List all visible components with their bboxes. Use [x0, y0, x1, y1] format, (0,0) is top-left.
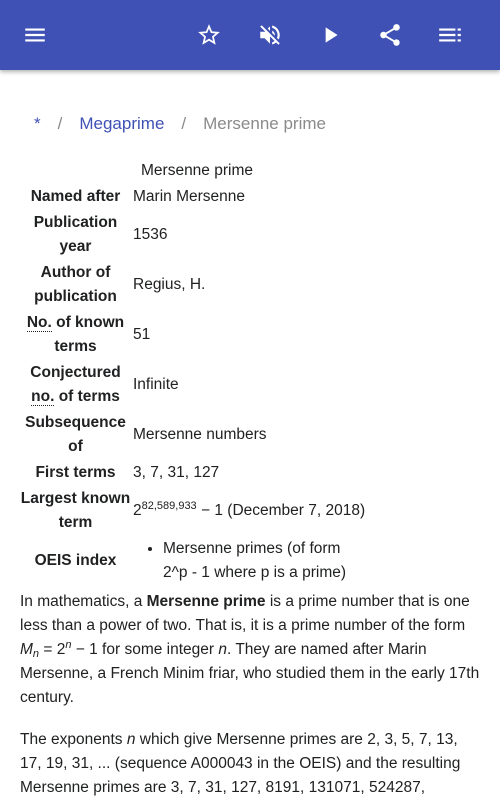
label-text: Subsequence	[25, 414, 126, 431]
abbreviation: No.	[26, 314, 52, 331]
label-text: Named after	[30, 188, 121, 205]
infobox-label	[18, 210, 133, 260]
breadcrumb-root-link[interactable]: *	[34, 114, 41, 133]
infobox-table	[18, 184, 365, 586]
infobox-row-known-terms	[18, 310, 365, 360]
infobox-row-subsequence	[18, 410, 365, 460]
oeis-list-item[interactable]	[163, 537, 365, 585]
value-text[interactable]: Mersenne numbers	[133, 426, 267, 443]
infobox-value	[133, 184, 365, 210]
label-text: of	[68, 438, 83, 455]
value-text: 51	[133, 326, 151, 343]
math-var: n	[218, 641, 227, 658]
label-text: Author of	[40, 264, 111, 281]
infobox-value	[133, 486, 365, 536]
exponent: 82,589,933	[141, 500, 197, 512]
play-icon	[317, 22, 343, 48]
label-text: publication	[34, 288, 117, 305]
text-run: − 1 for some integer	[71, 641, 219, 658]
label-text: Conjectured	[30, 364, 121, 381]
infobox-label	[18, 310, 133, 360]
value-text[interactable]: Marin Mersenne	[133, 188, 245, 205]
infobox-label	[18, 536, 133, 586]
infobox-row-oeis	[18, 536, 365, 586]
star-icon	[196, 22, 222, 48]
infobox-caption: Mersenne prime	[141, 162, 253, 179]
value-text: Infinite	[133, 376, 179, 393]
label-text: year	[59, 238, 92, 255]
mute-button[interactable]	[252, 17, 288, 53]
breadcrumb-parent-link[interactable]: Megaprime	[79, 114, 165, 133]
label-text: of known	[51, 314, 125, 331]
infobox-row-publication-year	[18, 210, 365, 260]
value-text: 3, 7, 31, 127	[133, 464, 220, 481]
infobox-label	[18, 460, 133, 486]
menu-button[interactable]	[17, 17, 53, 53]
math-var: n	[65, 639, 72, 651]
label-text: Publication	[33, 214, 118, 231]
infobox	[18, 158, 488, 586]
contents-button[interactable]	[432, 17, 468, 53]
infobox-value	[133, 310, 365, 360]
infobox-label	[18, 360, 133, 410]
label-text: First terms	[35, 464, 116, 481]
infobox-label	[18, 410, 133, 460]
label-text: Largest known	[20, 490, 131, 507]
infobox-row-largest-known	[18, 486, 365, 536]
value-text: − 1 (December 7, 2018)	[196, 502, 366, 519]
value-text: Regius, H.	[133, 276, 206, 293]
infobox-row-author	[18, 260, 365, 310]
infobox-label	[18, 486, 133, 536]
bookmark-button[interactable]	[191, 17, 227, 53]
label-text: term	[58, 514, 93, 531]
math-var: M	[20, 641, 33, 658]
share-button[interactable]	[372, 17, 408, 53]
article-paragraph	[20, 728, 482, 800]
label-text: of terms	[54, 388, 120, 405]
label-text: OEIS index	[34, 552, 117, 569]
infobox-value	[133, 260, 365, 310]
infobox-value	[133, 410, 365, 460]
app-toolbar	[0, 0, 500, 70]
text-run: The exponents	[20, 731, 127, 748]
oeis-list	[133, 537, 365, 585]
text-run: is a prime number that is one less than a power of two. That is, it is a prime number of the form	[20, 593, 470, 634]
breadcrumb	[34, 114, 326, 134]
infobox-label	[18, 184, 133, 210]
share-icon	[377, 22, 403, 48]
list-icon	[437, 22, 463, 48]
value-text: Mersenne primes (of form	[163, 540, 341, 557]
menu-icon	[22, 22, 48, 48]
infobox-value	[133, 460, 365, 486]
infobox-row-named-after	[18, 184, 365, 210]
article-paragraph	[20, 590, 482, 710]
abbreviation: no.	[31, 388, 55, 405]
breadcrumb-separator: /	[57, 114, 63, 133]
value-text: 1536	[133, 226, 168, 243]
breadcrumb-separator: /	[181, 114, 187, 133]
infobox-value	[133, 536, 365, 586]
math-var: n	[126, 731, 136, 748]
breadcrumb-current: Mersenne prime	[203, 114, 326, 133]
text-run: . They are named after Marin Mersenne, a French Minim friar, who studied them in the early 17th century.	[20, 641, 480, 706]
value-text: 2^p - 1 where p is a prime)	[163, 564, 347, 581]
infobox-row-conjectured	[18, 360, 365, 410]
infobox-value	[133, 360, 365, 410]
text-run: which give Mersenne primes are 2, 3, 5, 7, 13, 17, 19, 31, ... (sequence A000043 in the OEIS) and the resulting Mersenne primes are 3, 7, 31, 127, 8191, 131071, 524287,	[20, 731, 461, 796]
bold-term: Mersenne prime	[146, 593, 266, 610]
infobox-row-first-terms	[18, 460, 365, 486]
math-var: n	[32, 648, 40, 660]
play-button[interactable]	[312, 17, 348, 53]
infobox-label	[18, 260, 133, 310]
infobox-value	[133, 210, 365, 260]
text-run: = 2	[39, 641, 66, 658]
page-content	[0, 70, 500, 800]
volume-off-icon	[257, 22, 283, 48]
label-text: terms	[54, 338, 97, 355]
value-text: 2	[133, 502, 142, 519]
text-run: In mathematics, a	[20, 593, 147, 610]
